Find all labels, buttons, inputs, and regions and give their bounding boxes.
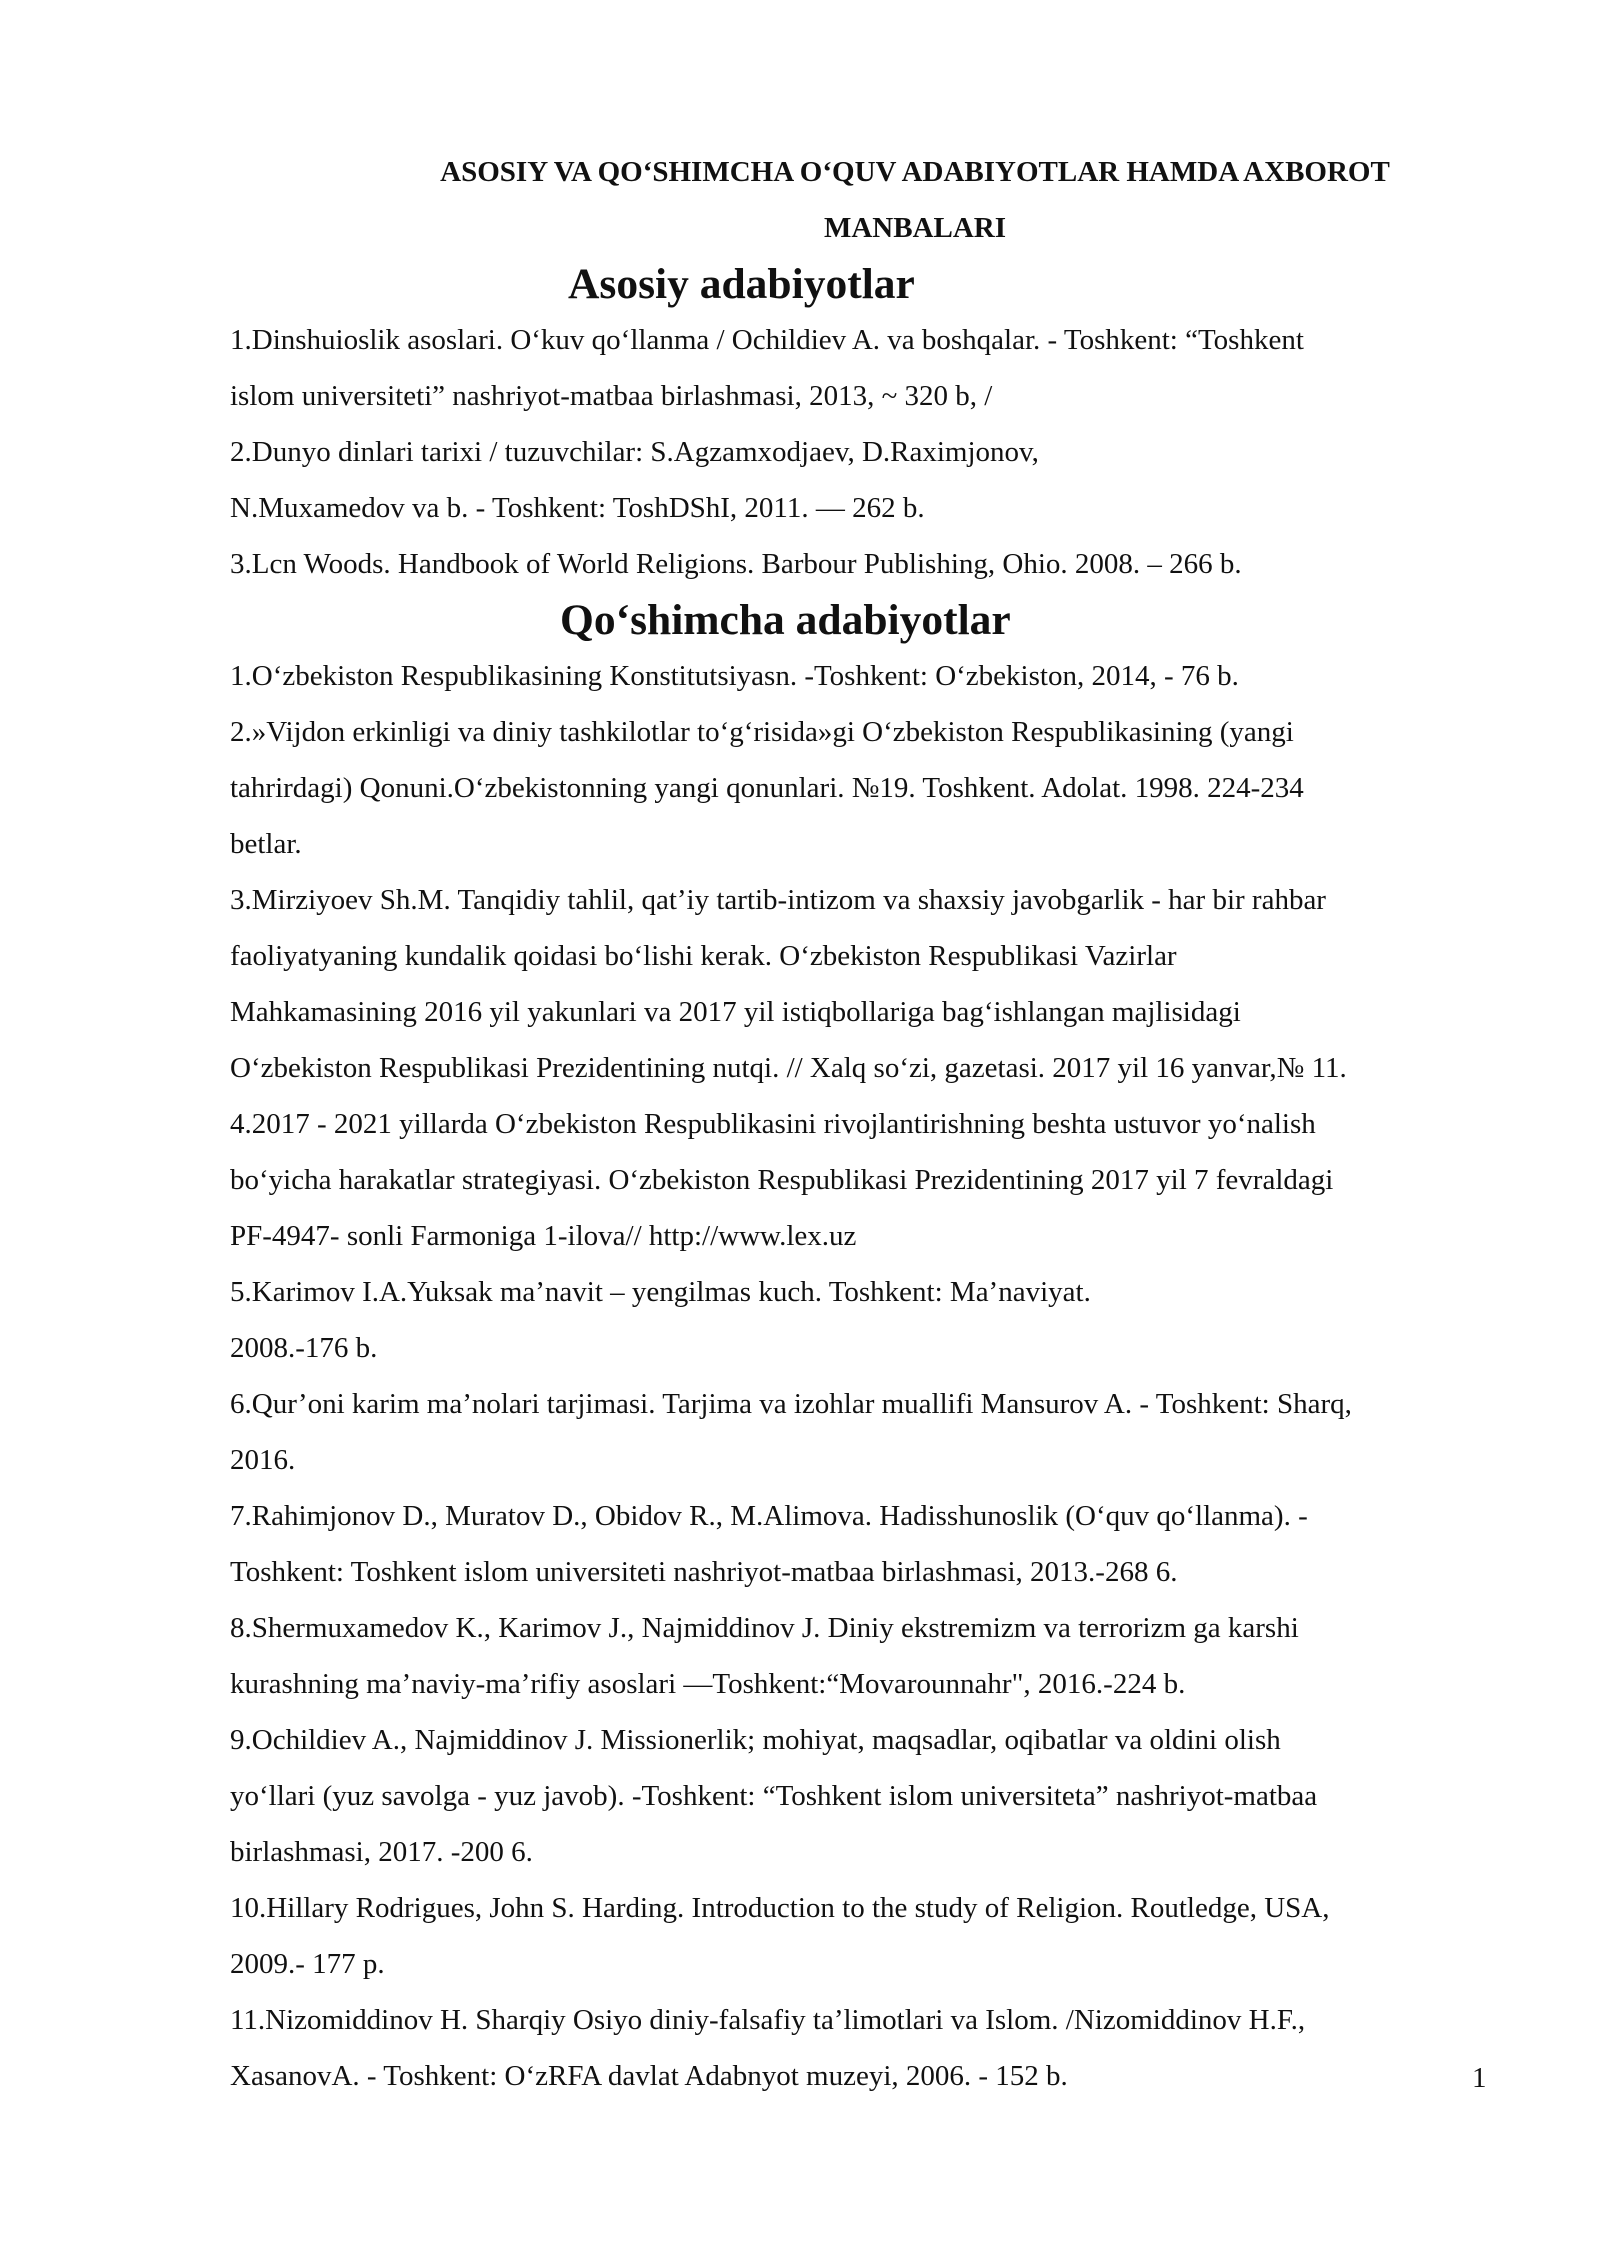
entry-line: faoliyatyaning kundalik qoidasi bo‘lishi kerak. O‘zbekiston Respublikasi Vazirlar bbox=[230, 940, 1177, 972]
entry-line: 4.2017 - 2021 yillarda O‘zbekiston Respublikasini rivojlantirishning beshta ustuvor yo‘nalish bbox=[230, 1108, 1316, 1140]
reference-list bbox=[230, 312, 1490, 592]
list-item bbox=[230, 536, 1490, 592]
list-item bbox=[230, 424, 1490, 536]
list-item bbox=[230, 1096, 1490, 1264]
list-item bbox=[230, 1600, 1490, 1712]
entry-line: Toshkent: Toshkent islom universiteti nashriyot-matbaa birlashmasi, 2013.-268 6. bbox=[230, 1556, 1178, 1588]
entry-line: N.Muxamedov va b. - Toshkent: ToshDShI, 2011. — 262 b. bbox=[230, 492, 925, 524]
entry-line: 1.O‘zbekiston Respublikasining Konstitutsiyasn. -Toshkent: O‘zbekiston, 2014, - 76 b. bbox=[230, 660, 1239, 692]
page-content bbox=[230, 144, 1490, 2104]
entry-line: 3.Mirziyoev Sh.M. Tanqidiy tahlil, qat’iy tartib-intizom va shaxsiy javobgarlik - har bir rahbar bbox=[230, 884, 1326, 916]
entry-line: kurashning ma’naviy-ma’rifiy asoslari —Toshkent:“Movarounnahr", 2016.-224 b. bbox=[230, 1668, 1186, 1700]
entry-line: birlashmasi, 2017. -200 6. bbox=[230, 1836, 533, 1868]
entry-line: Mahkamasining 2016 yil yakunlari va 2017 yil istiqbollariga bag‘ishlangan majlisidagi bbox=[230, 996, 1241, 1028]
list-item bbox=[230, 1992, 1490, 2104]
entry-line: 10.Hillary Rodrigues, John S. Harding. Introduction to the study of Religion. Routledge, USA, bbox=[230, 1892, 1330, 1924]
list-item bbox=[230, 648, 1490, 704]
list-item bbox=[230, 872, 1490, 1096]
entry-line: betlar. bbox=[230, 828, 302, 860]
entry-line: 9.Ochildiev A., Najmiddinov J. Missionerlik; mohiyat, maqsadlar, oqibatlar va oldini olish bbox=[230, 1724, 1281, 1756]
entry-line: 7.Rahimjonov D., Muratov D., Obidov R., M.Alimova. Hadisshunoslik (O‘quv qo‘llanma). - bbox=[230, 1500, 1308, 1532]
list-item bbox=[230, 1488, 1490, 1600]
entry-line: 3.Lcn Woods. Handbook of World Religions. Barbour Publishing, Ohio. 2008. – 266 b. bbox=[230, 548, 1242, 580]
entry-line: bo‘yicha harakatlar strategiyasi. O‘zbekiston Respublikasi Prezidentining 2017 yil 7 fevraldagi bbox=[230, 1164, 1334, 1196]
reference-list bbox=[230, 648, 1490, 2104]
entry-line: XasanovA. - Toshkent: O‘zRFA davlat Adabnyot muzeyi, 2006. - 152 b. bbox=[230, 2060, 1068, 2092]
entry-line: 8.Shermuxamedov K., Karimov J., Najmiddinov J. Diniy ekstremizm va terrorizm ga karshi bbox=[230, 1612, 1299, 1644]
list-item bbox=[230, 704, 1490, 872]
entry-line: 5.Karimov I.A.Yuksak ma’navit – yengilmas kuch. Toshkent: Ma’naviyat. bbox=[230, 1276, 1091, 1308]
page-number: 1 bbox=[1472, 2062, 1487, 2094]
entry-line: 6.Qur’oni karim ma’nolari tarjimasi. Tarjima va izohlar muallifi Mansurov A. - Toshkent: Sharq, bbox=[230, 1388, 1352, 1420]
list-item bbox=[230, 1264, 1490, 1376]
section-heading-additional: Qo‘shimcha adabiyotlar bbox=[560, 596, 1011, 644]
entry-line: yo‘llari (yuz savolga - yuz javob). -Toshkent: “Toshkent islom universiteta” nashriyot-matbaa bbox=[230, 1780, 1318, 1812]
entry-line: 2.»Vijdon erkinligi va diniy tashkilotlar to‘g‘risida»gi O‘zbekiston Respublikasining (yangi bbox=[230, 716, 1294, 748]
main-literature-section bbox=[230, 256, 1490, 592]
entry-line: tahrirdagi) Qonuni.O‘zbekistonning yangi qonunlari. №19. Toshkent. Adolat. 1998. 224-234 bbox=[230, 772, 1304, 804]
entry-line: 2016. bbox=[230, 1444, 296, 1476]
entry-line: PF-4947- sonli Farmoniga 1-ilova// http://www.lex.uz bbox=[230, 1220, 857, 1252]
entry-line: islom universiteti” nashriyot-matbaa birlashmasi, 2013, ~ 320 b, / bbox=[230, 380, 993, 412]
list-item bbox=[230, 1376, 1490, 1488]
entry-line: 1.Dinshuioslik asoslari. O‘kuv qo‘llanma / Ochildiev A. va boshqalar. - Toshkent: “Toshkent bbox=[230, 324, 1304, 356]
list-item bbox=[230, 312, 1490, 424]
additional-literature-section bbox=[230, 592, 1490, 2104]
entry-line: O‘zbekiston Respublikasi Prezidentining nutqi. // Xalq so‘zi, gazetasi. 2017 yil 16 yanvar,№ 11. bbox=[230, 1052, 1347, 1084]
section-heading-main: Asosiy adabiyotlar bbox=[568, 260, 915, 308]
entry-line: 11.Nizomiddinov H. Sharqiy Osiyo diniy-falsafiy ta’limotlari va Islom. /Nizomiddinov H.F., bbox=[230, 2004, 1306, 2036]
title-line: ASOSIY VA QO‘SHIMCHA O‘QUV ADABIYOTLAR HAMDA AXBOROT bbox=[440, 156, 1390, 188]
entry-line: 2.Dunyo dinlari tarixi / tuzuvchilar: S.Agzamxodjaev, D.Raximjonov, bbox=[230, 436, 1039, 468]
entry-line: 2009.- 177 p. bbox=[230, 1948, 385, 1980]
title-line: MANBALARI bbox=[823, 212, 1007, 244]
page-title bbox=[230, 144, 1490, 256]
entry-line: 2008.-176 b. bbox=[230, 1332, 378, 1364]
list-item bbox=[230, 1712, 1490, 1880]
list-item bbox=[230, 1880, 1490, 1992]
